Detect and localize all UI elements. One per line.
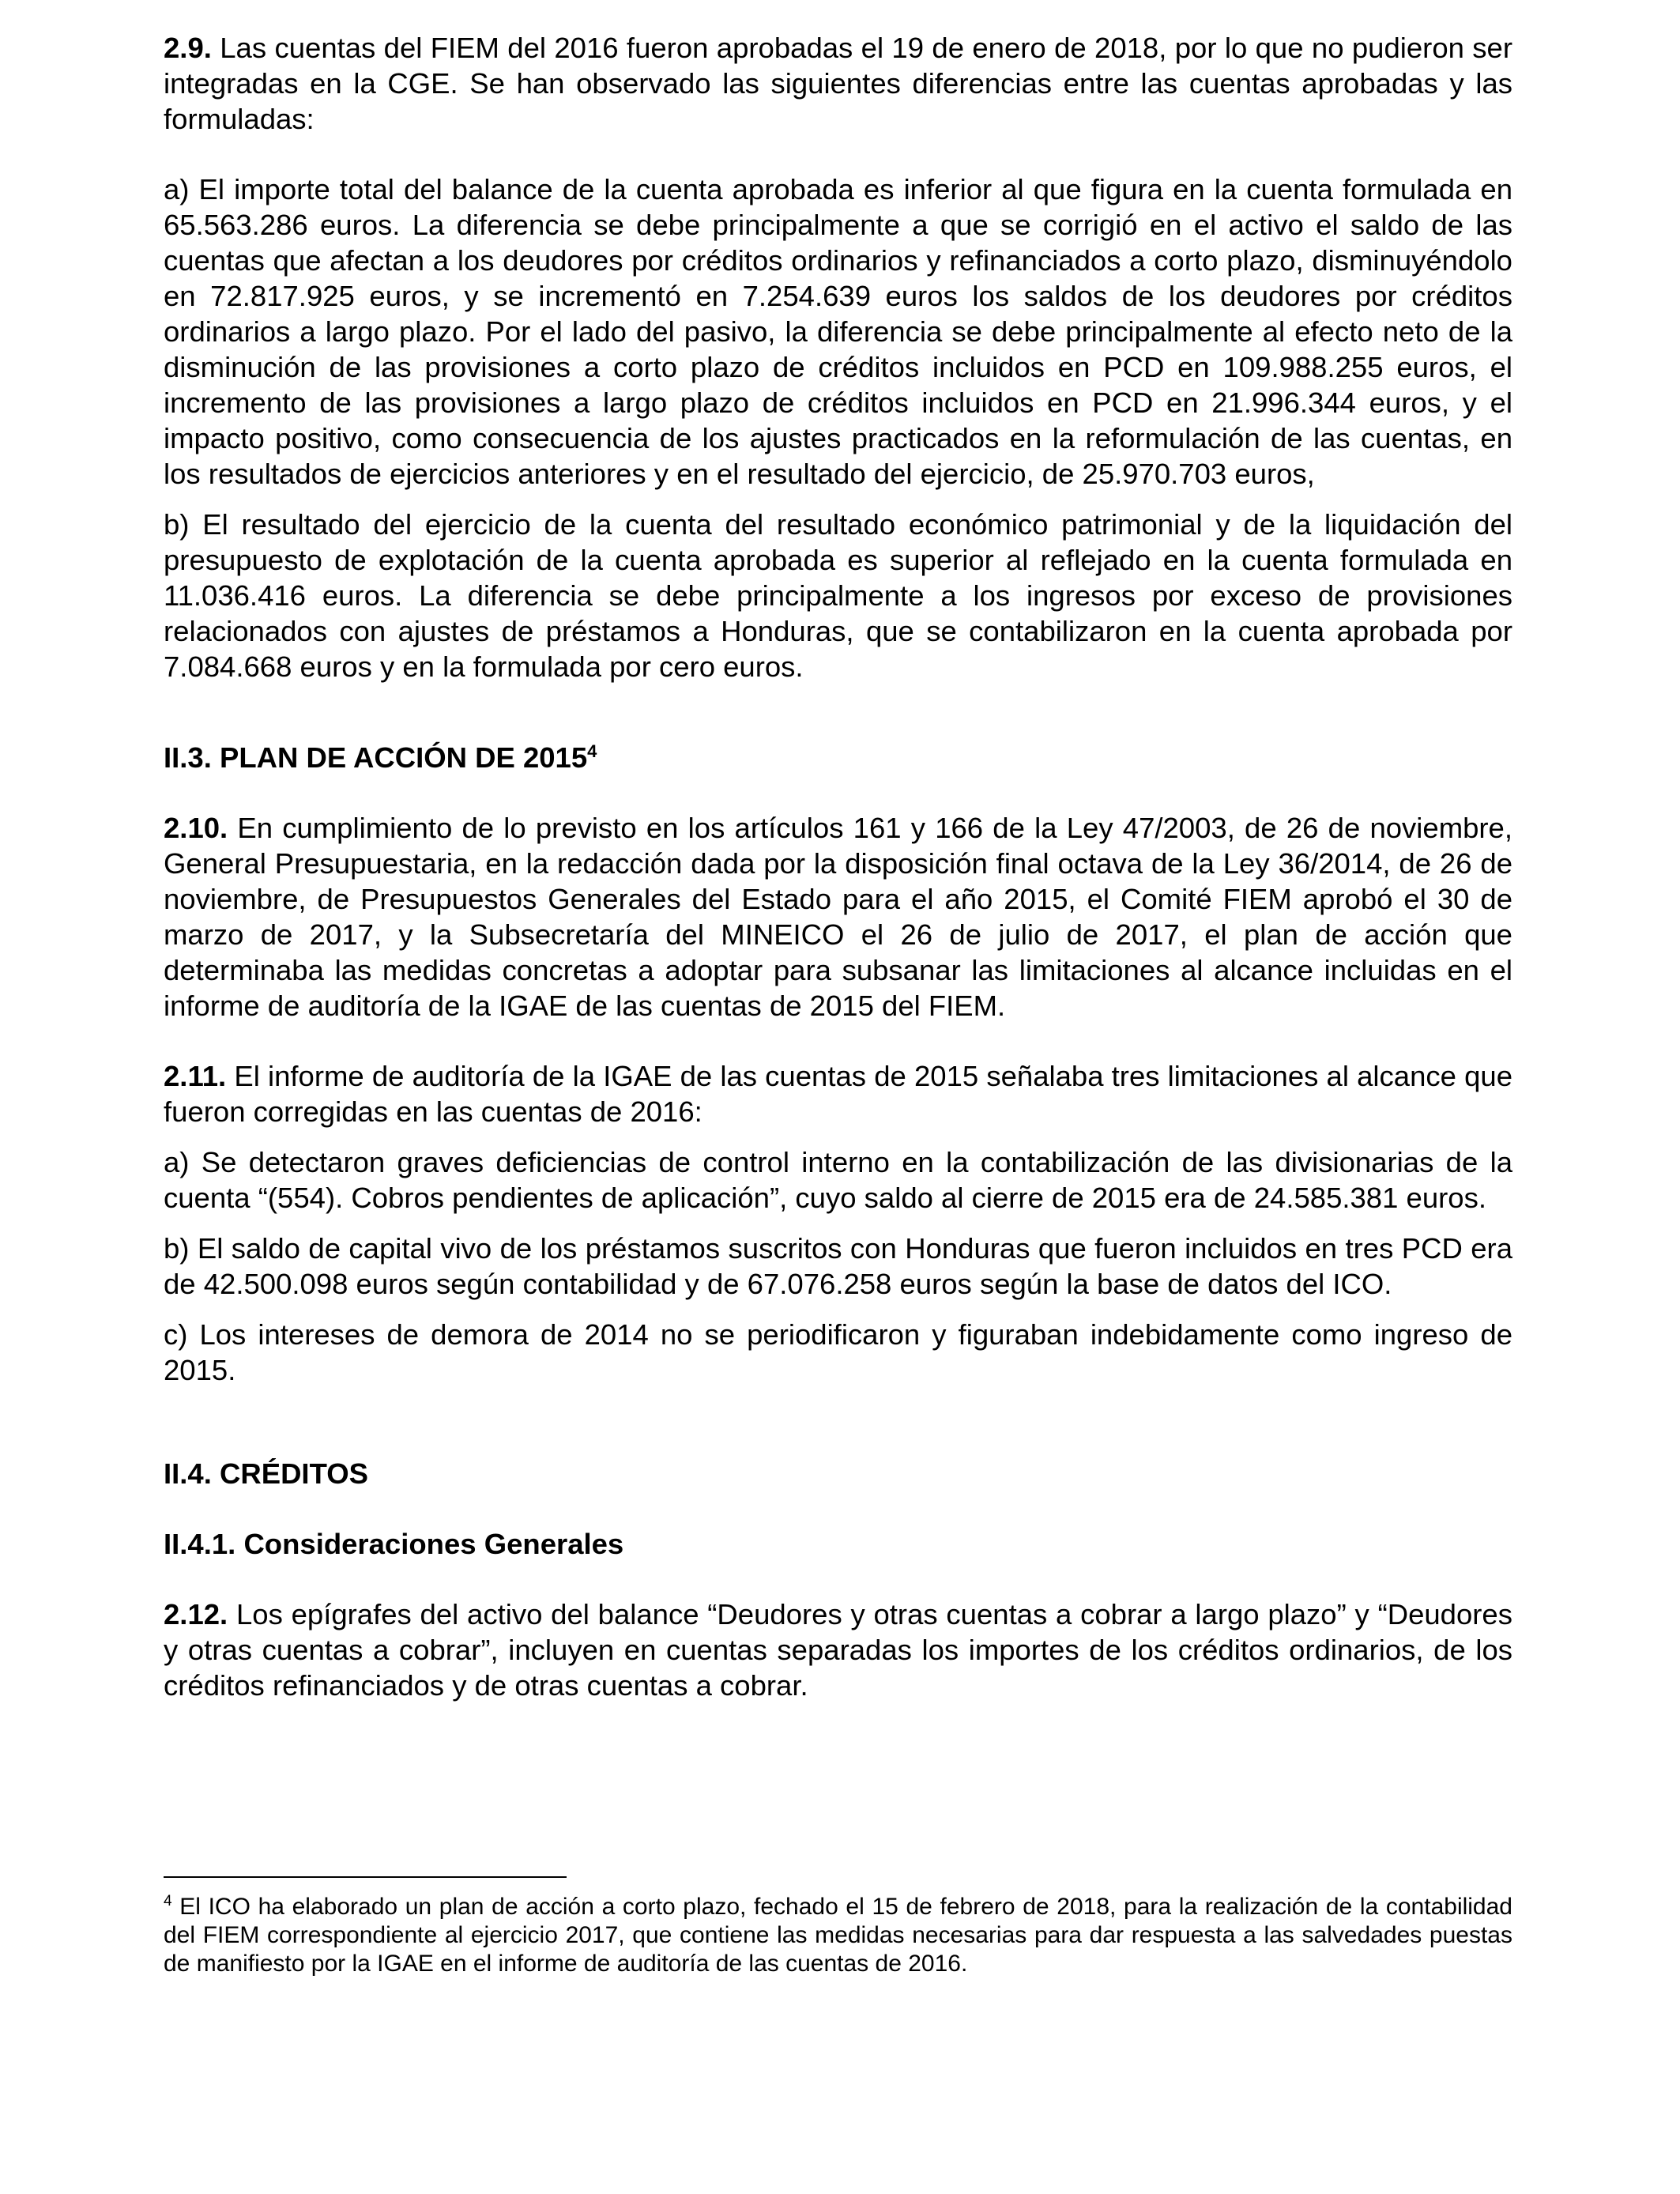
list-item-2-11-b: b) El saldo de capital vivo de los préstamos suscritos con Honduras que fueron incluidos en tres PCD era de 42.500.098 euros según contabilidad y de 67.076.258 euros según la base de datos del ICO.	[164, 1232, 1512, 1300]
paragraph-number: 2.9.	[164, 32, 212, 64]
paragraph-2-11	[164, 1058, 1512, 1129]
section-heading-ii-3	[164, 740, 1512, 775]
paragraph-text: En cumplimiento de lo previsto en los artículos 161 y 166 de la Ley 47/2003, de 26 de noviembre, General Presupuestaria, en la redacción dada por la disposición final octava de la Ley 36/2014, de 26 de noviembre, de Presupuestos Generales del Estado para el año 2015, el Comité FIEM aprobó el 30 de marzo de 2017, y la Subsecretaría del MINEICO el 26 de julio de 2017, el plan de acción que determinaba las medidas concretas a adoptar para subsanar las limitaciones al alcance incluidas en el informe de auditoría de la IGAE de las cuentas de 2015 del FIEM.	[164, 812, 1512, 1022]
list-item-2-9-a: a) El importe total del balance de la cuenta aprobada es inferior al que figura en la cuenta formulada en 65.563.286 euros. La diferencia se debe principalmente a que se corrigió en el activo el saldo de las cuentas que afectan a los deudores por créditos ordinarios y refinanciados a corto plazo, disminuyéndolo en 72.817.925 euros, y se incrementó en 7.254.639 euros los saldos de los deudores por créditos ordinarios a largo plazo. Por el lado del pasivo, la diferencia se debe principalmente al efecto neto de la disminución de las provisiones a corto plazo de créditos incluidos en PCD en 109.988.255 euros, el incremento de las provisiones a largo plazo de créditos incluidos en PCD en 21.996.344 euros, y el impacto positivo, como consecuencia de los ajustes practicados en la reformulación de las cuentas, en los resultados de ejercicios anteriores y en el resultado del ejercicio, de 25.970.703 euros,	[164, 173, 1512, 490]
list-item-2-9-b: b) El resultado del ejercicio de la cuenta del resultado económico patrimonial y de la liquidación del presupuesto de explotación de la cuenta aprobada es superior al reflejado en la cuenta formulada en 11.036.416 euros. La diferencia se debe principalmente a los ingresos por exceso de provisiones relacionados con ajustes de préstamos a Honduras, que se contabilizaron en la cuenta aprobada por 7.084.668 euros y en la formulada por cero euros.	[164, 508, 1512, 683]
document-body	[164, 30, 1512, 1703]
subsection-heading-ii-4-1: II.4.1. Consideraciones Generales	[164, 1528, 624, 1560]
footnote-text: El ICO ha elaborado un plan de acción a corto plazo, fechado el 15 de febrero de 2018, para la realización de la contabilidad del FIEM correspondiente al ejercicio 2017, que contiene las medidas necesarias para dar respuesta a las salvedades puestas de manifiesto por la IGAE en el informe de auditoría de las cuentas de 2016.	[164, 1894, 1512, 1977]
paragraph-text: Las cuentas del FIEM del 2016 fueron aprobadas el 19 de enero de 2018, por lo que no pudieron ser integradas en la CGE. Se han observado las siguientes diferencias entre las cuentas aprobadas y las formuladas:	[164, 32, 1512, 135]
paragraph-text: Los epígrafes del activo del balance “Deudores y otras cuentas a cobrar a largo plazo” y “Deudores y otras cuentas a cobrar”, incluyen en cuentas separadas los importes de los créditos ordinarios, de los créditos refinanciados y de otras cuentas a cobrar.	[164, 1598, 1512, 1702]
paragraph-number: 2.12.	[164, 1598, 228, 1630]
paragraph-number: 2.11.	[164, 1060, 227, 1092]
footnote-separator	[164, 1876, 567, 1878]
footnote-mark: 4	[164, 1893, 172, 1909]
list-item-2-11-a: a) Se detectaron graves deficiencias de control interno en la contabilización de las divisionarias de la cuenta “(554). Cobros pendientes de aplicación”, cuyo saldo al cierre de 2015 era de 24.585.381 euros.	[164, 1146, 1512, 1214]
paragraph-2-9	[164, 30, 1512, 137]
section-heading-ii-4: II.4. CRÉDITOS	[164, 1457, 368, 1490]
paragraph-2-12	[164, 1596, 1512, 1703]
footnote-reference[interactable]: 4	[587, 741, 597, 761]
footnote	[164, 1893, 1512, 1978]
list-item-2-11-c: c) Los intereses de demora de 2014 no se periodificaron y figuraban indebidamente como ingreso de 2015.	[164, 1318, 1512, 1386]
paragraph-text: El informe de auditoría de la IGAE de las cuentas de 2015 señalaba tres limitaciones al alcance que fueron corregidas en las cuentas de 2016:	[164, 1060, 1512, 1128]
paragraph-number: 2.10.	[164, 812, 228, 844]
paragraph-2-10	[164, 810, 1512, 1023]
heading-text: II.3. PLAN DE ACCIÓN DE 2015	[164, 741, 588, 774]
